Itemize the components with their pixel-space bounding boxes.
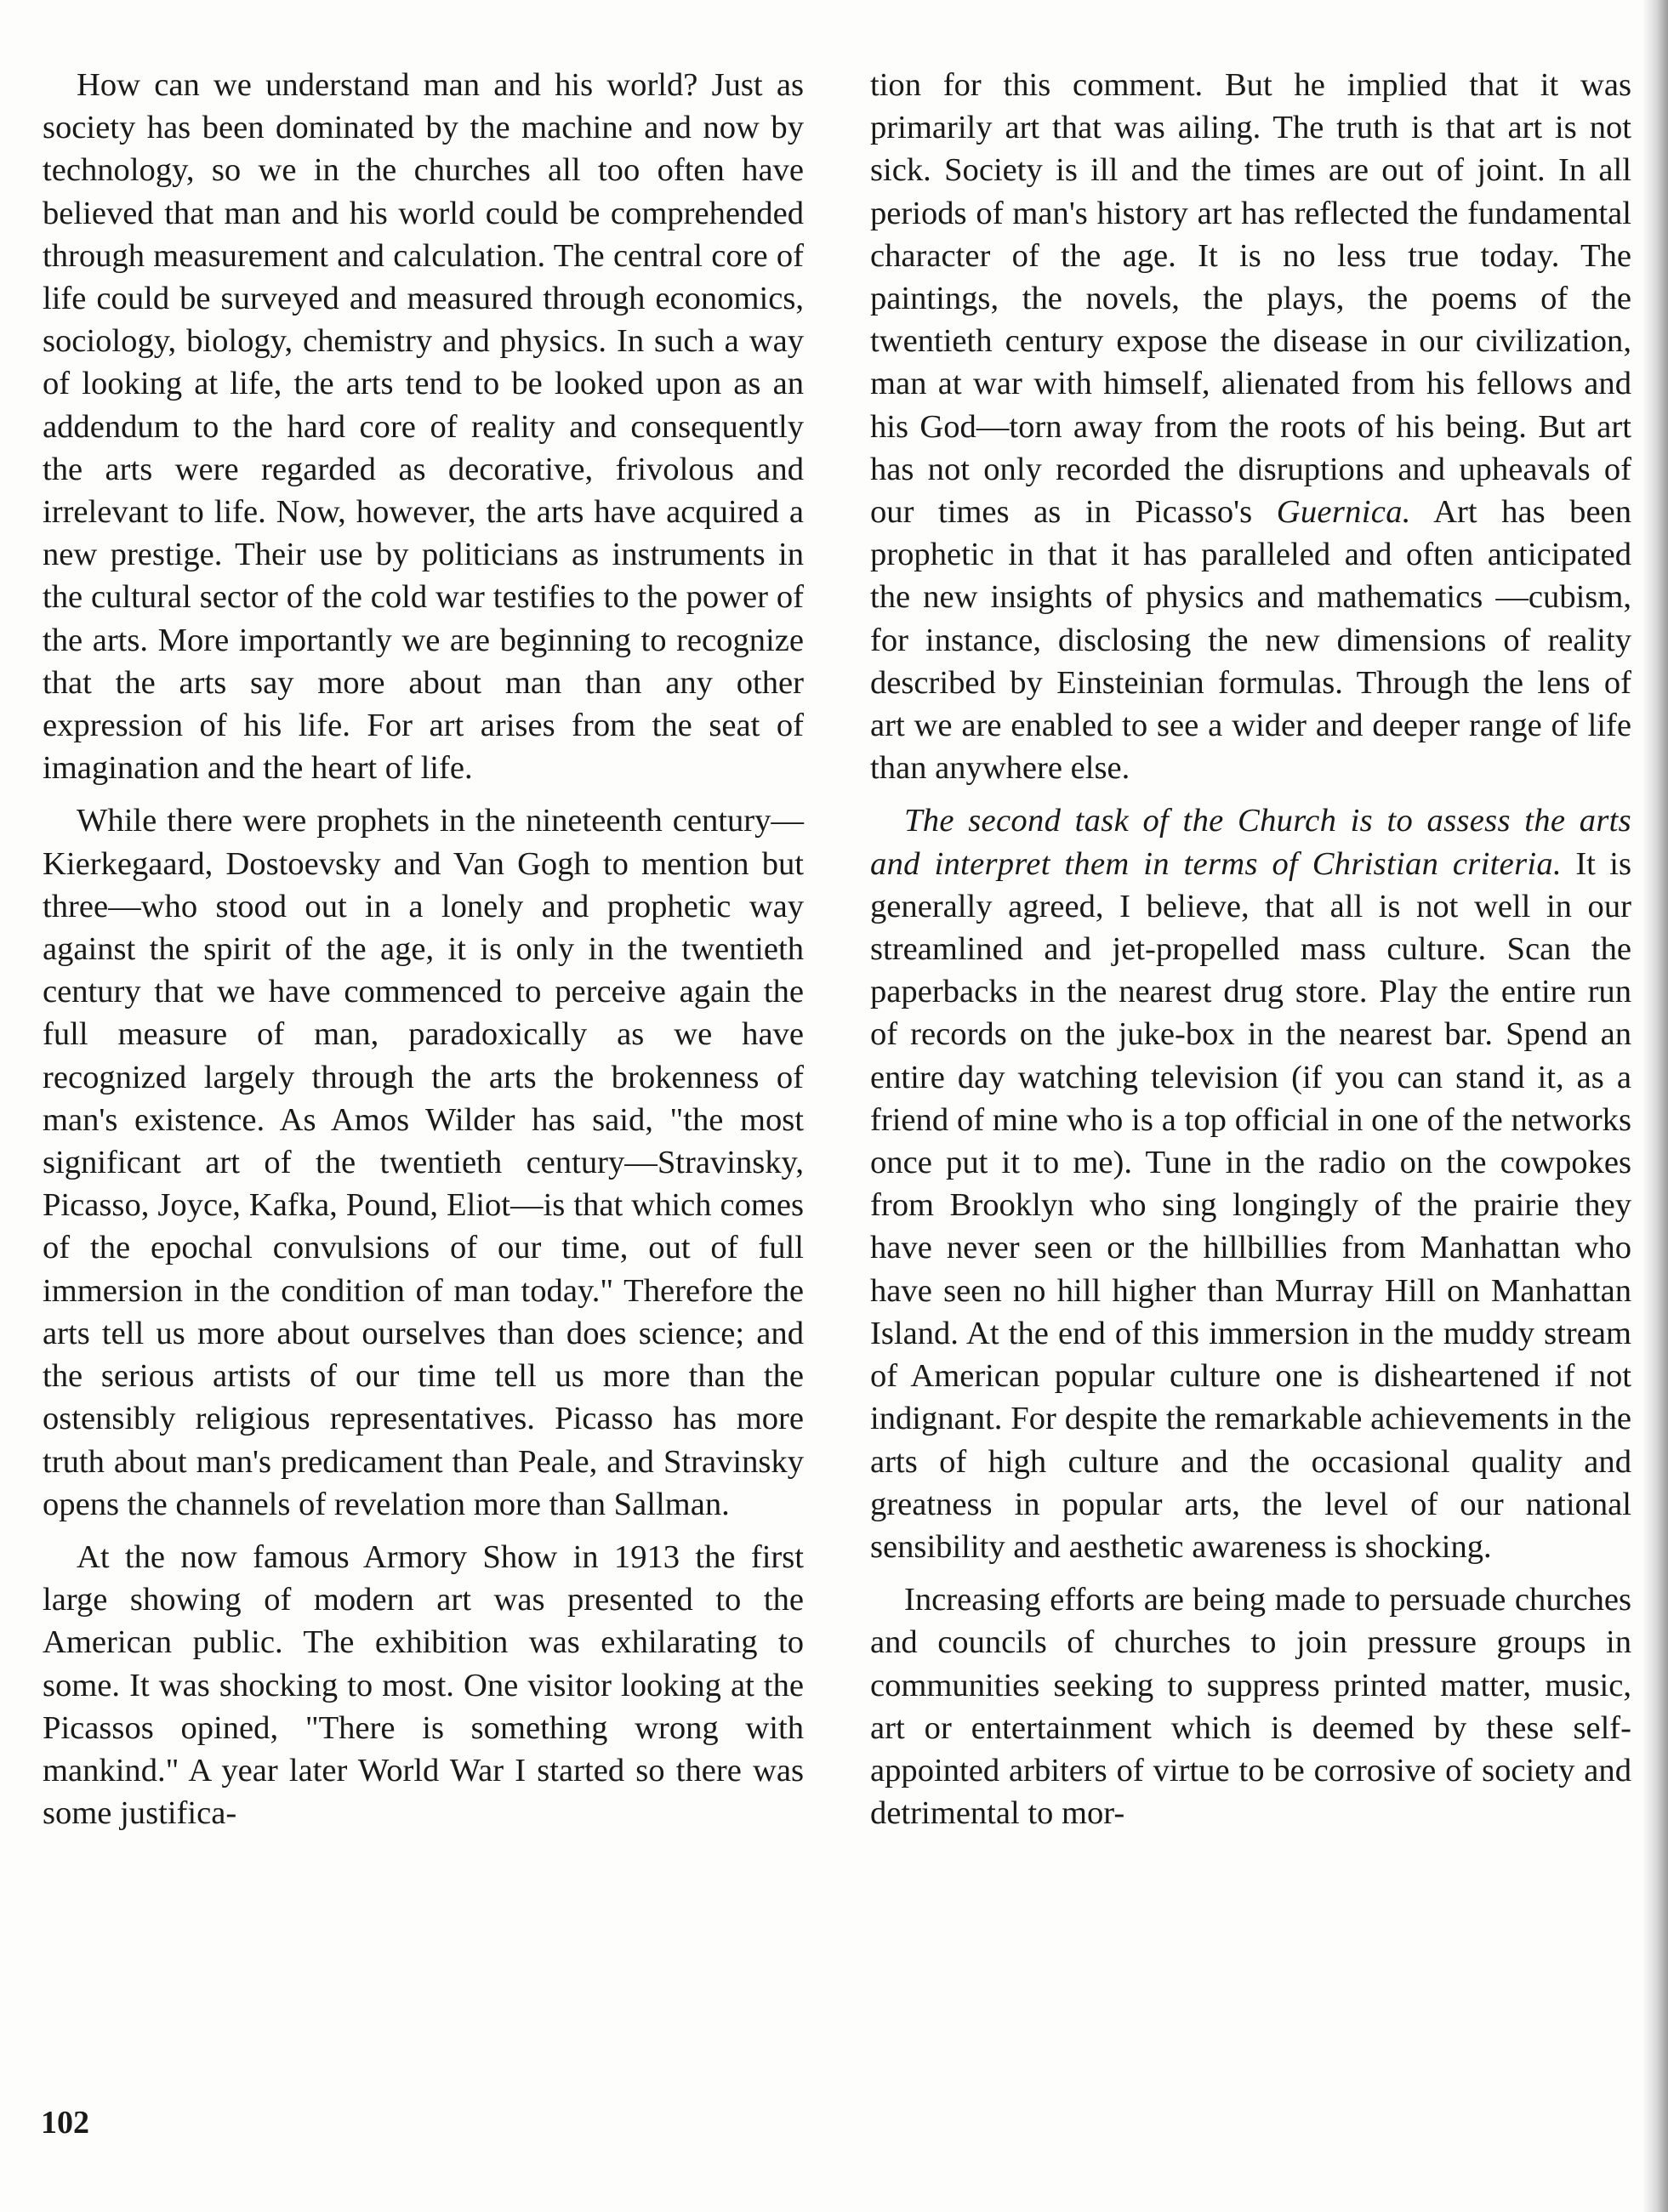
paragraph-armory-show: At the now famous Armory Show in 1913 the first large showing of modern art was presented to the American public. The exhibition was exhilarating to some. It was shocking to most. One visitor looking at the Picassos opined, "There is something wrong with mankind." A year later World War I started so there was some justifica- <box>43 1538 804 1832</box>
page-number: 102 <box>41 2105 89 2141</box>
paragraph-understanding-man: How can we understand man and his world? Just as society has been dominated by the machine and now by technology, so we in the churches all too often have believed that man and his world could be comprehended through measurement and calculation. The central core of life could be surveyed and measured through economics, sociology, biology, chemistry and physics. In such a way of looking at life, the arts tend to be looked upon as an addendum to the hard core of reality and consequently the arts were regarded as decorative, frivolous and irrelevant to life. Now, however, the arts have acquired a new prestige. Their use by politicians as instruments in the cultural sector of the cold war testifies to the power of the arts. More importantly we are beginning to recognize that the arts say more about man than any other expression of his life. For art arises from the seat of imagination and the heart of life. <box>43 67 804 787</box>
text-span: tion for this comment. But he implied that it was primarily art that was ailing. The truth is that art is not sick. Society is ill and the times are out of joint. In all periods of man's history art has reflected the fundamental character of the age. It is no less true today. The paintings, the novels, the plays, the poems of the twentieth century expose the disease in our civilization, man at war with himself, alienated from his fellows and his God—torn away from the roots of his being. But art has not only recorded the disruptions and upheavals of our times as in Picasso's <box>870 67 1631 531</box>
paragraph-pressure-groups: Increasing efforts are being made to persuade churches and councils of churches to join pressure groups in communities seeking to suppress printed matter, music, art or entertainment which is deemed by these self-appointed arbiters of virtue to be corrosive of society and detrimental to mor- <box>870 1582 1631 1832</box>
right-column <box>870 64 1631 1834</box>
paragraph-second-task <box>870 799 1631 1568</box>
guernica-title: Guernica. <box>1276 494 1411 531</box>
left-column <box>43 64 804 1834</box>
page-edge-shadow <box>1642 0 1668 2212</box>
paragraph-art-not-sick <box>870 64 1631 789</box>
paragraph-prophets: While there were prophets in the nineteenth century—Kierkegaard, Dostoevsky and Van Gogh to mention but three—who stood out in a lonely and prophetic way against the spirit of the age, it is only in the twentieth century that we have commenced to perceive again the full measure of man, paradoxically as we have recognized largely through the arts the brokenness of man's existence. As Amos Wilder has said, "the most significant art of the twentieth century—Stravinsky, Picasso, Joyce, Kafka, Pound, Eliot—is that which comes of the epochal convulsions of our time, out of full immersion in the condition of man today." Therefore the arts tell us more about ourselves than does science; and the serious artists of our time tell us more than the ostensibly religious representatives. Picasso has more truth about man's predicament than Peale, and Stravinsky opens the channels of revelation more than Sallman. <box>43 803 804 1522</box>
second-task-heading: The second task of the Church is to assess the arts and interpret them in terms of Christian criteria. <box>870 803 1631 882</box>
text-span: Art has been prophetic in that it has paralleled and often anticipated the new insights of physics and mathematics —cubism, for instance, disclosing the new dimensions of reality described by Einsteinian formulas. Through the lens of art we are enabled to see a wider and deeper range of life than anywhere else. <box>870 494 1631 787</box>
text-span: It is generally agreed, I believe, that all is not well in our streamlined and jet-propelled mass culture. Scan the paperbacks in the nearest drug store. Play the entire run of records on the juke-box in the nearest bar. Spend an entire day watching television (if you can stand it, as a friend of mine who is a top official in one of the networks once put it to me). Tune in the radio on the cowpokes from Brooklyn who sing longingly of the prairie they have never seen or the hillbillies from Manhattan who have seen no hill higher than Murray Hill on Manhattan Island. At the end of this immersion in the muddy stream of American popular culture one is disheartened if not indignant. For despite the remarkable achievements in the arts of high culture and the occasional quality and greatness in popular arts, the level of our national sensibility and aesthetic awareness is shocking. <box>870 845 1632 1565</box>
